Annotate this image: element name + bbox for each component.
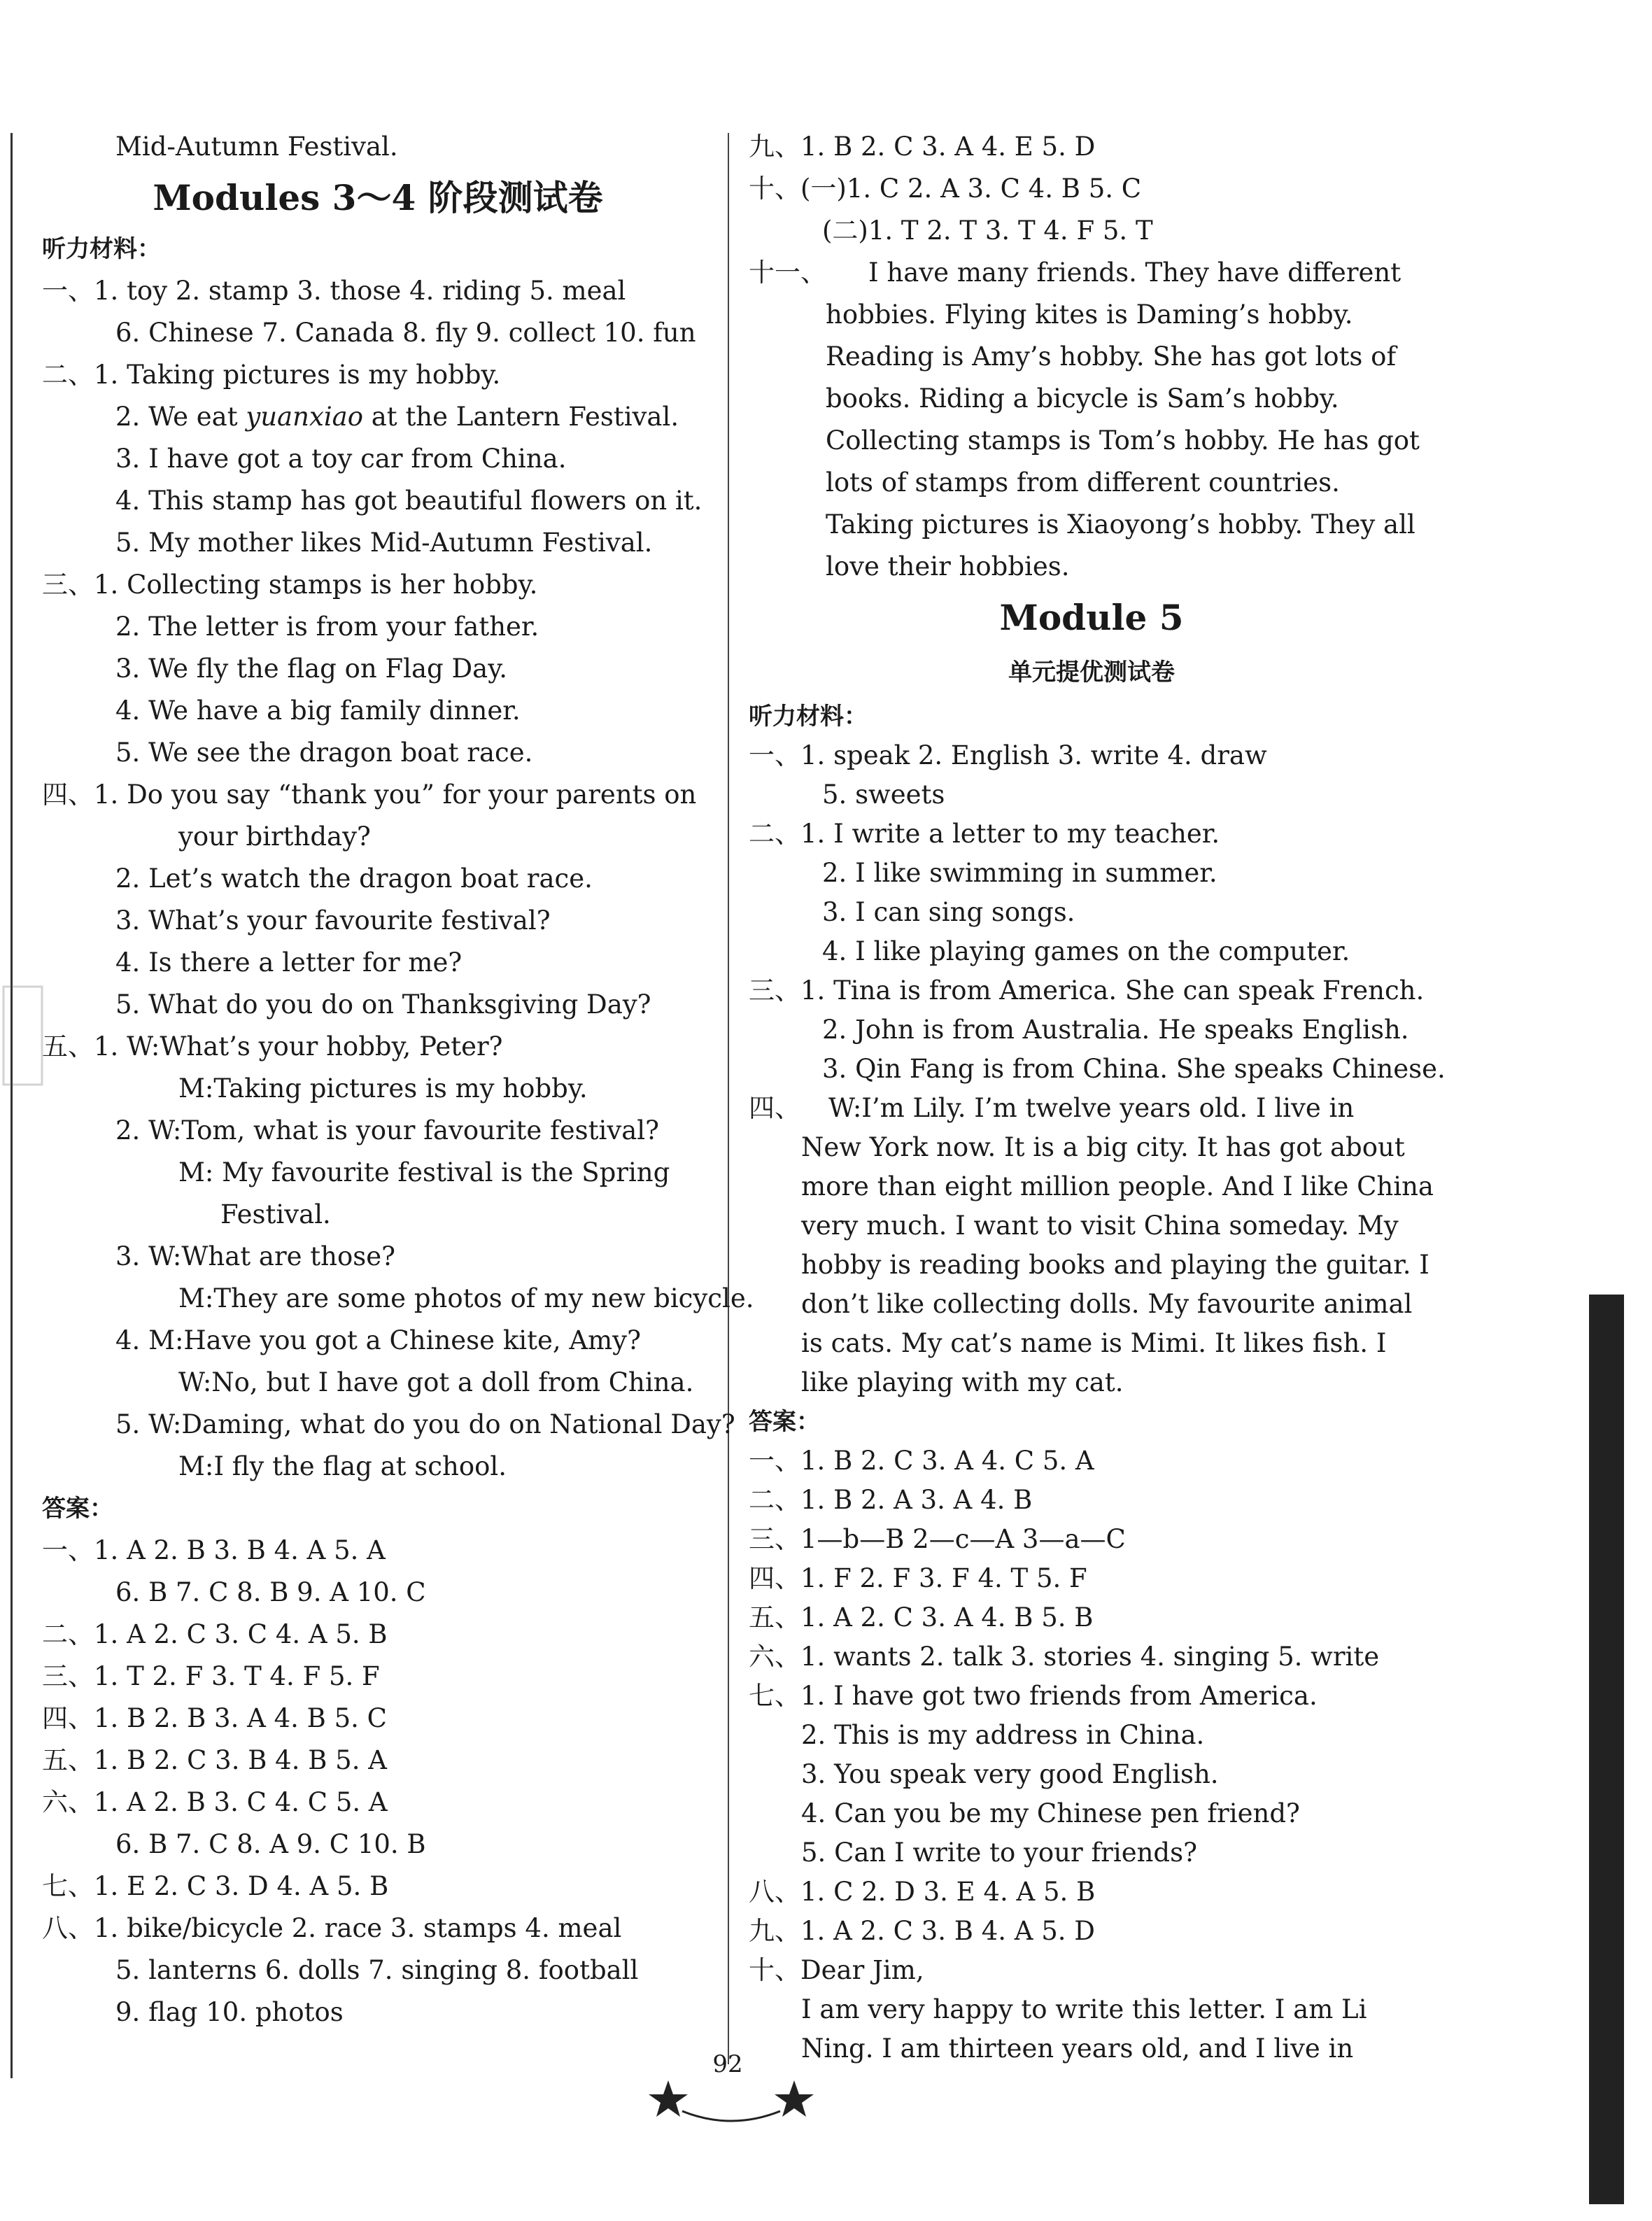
listening-heading: 听力材料： <box>42 235 161 263</box>
passage-line: lots of stamps from different countries. <box>826 467 1340 498</box>
answer-text: 1. A 2. B 3. B 4. A 5. A <box>94 1535 386 1565</box>
decorative-stars-icon <box>647 2075 815 2124</box>
passage-line: hobbies. Flying kites is Daming’s hobby. <box>826 299 1353 330</box>
listening-line: 2. John is from Australia. He speaks English. <box>822 1015 1409 1045</box>
passage-line: don’t like collecting dolls. My favourite animal <box>801 1289 1413 1319</box>
item-marker: 十一、 <box>749 258 826 288</box>
answer-row <box>42 1949 714 1991</box>
item-marker: 三、 <box>42 1661 94 1691</box>
answer-row <box>749 1677 1434 1716</box>
answer-row <box>42 1908 714 1949</box>
item-marker: 五、 <box>749 1602 800 1633</box>
listening-line: 5. sweets <box>822 780 945 810</box>
answer-row <box>42 1614 714 1656</box>
item-marker: 二、 <box>749 819 800 849</box>
listening-line: 5. What do you do on Thanksgiving Day? <box>115 989 651 1020</box>
passage-line: books. Riding a bicycle is Sam’s hobby. <box>826 383 1339 414</box>
item-marker: 四、 <box>749 1093 800 1123</box>
answer-row <box>42 1656 714 1698</box>
passage-line: Reading is Amy’s hobby. She has got lots of <box>826 341 1397 372</box>
dialogue-line: M:I fly the flag at school. <box>178 1451 507 1481</box>
listening-line: 1. Collecting stamps is her hobby. <box>94 570 538 600</box>
item-marker: 六、 <box>749 1642 800 1672</box>
listening-line: 2. We eat yuanxiao at the Lantern Festival. <box>115 402 679 432</box>
answer-row <box>749 1441 1434 1481</box>
answer-row <box>749 1559 1434 1598</box>
answer-text: Dear Jim, <box>800 1955 924 1985</box>
item-marker: 七、 <box>749 1681 800 1711</box>
dialogue-line: 3. W:What are those? <box>115 1241 395 1271</box>
answer-text: 1. B 2. C 3. A 4. E 5. D <box>800 132 1096 162</box>
item-marker: 五、 <box>42 1745 94 1775</box>
answer-row <box>749 1481 1434 1520</box>
answer-text: 3. You speak very good English. <box>801 1759 1219 1789</box>
passage-line: Collecting stamps is Tom’s hobby. He has got <box>826 425 1420 456</box>
continued-text: Mid-Autumn Festival. <box>115 132 398 162</box>
answer-row <box>749 1873 1434 1912</box>
answers-list <box>749 126 1434 252</box>
answer-row <box>42 1991 714 2033</box>
item-marker: 二、 <box>749 1485 800 1515</box>
answer-text: 1. C 2. D 3. E 4. A 5. B <box>800 1877 1096 1907</box>
answer-text: 1. B 2. C 3. A 4. C 5. A <box>800 1446 1094 1476</box>
listening-line: 4. Is there a letter for me? <box>115 947 463 978</box>
item-marker: 一、 <box>749 740 800 770</box>
answers-list <box>749 1441 1434 1990</box>
dialogue-line: Festival. <box>220 1199 331 1229</box>
listening-line: 1. Do you say “thank you” for your parents on <box>94 780 697 810</box>
answers-heading: 答案： <box>42 1495 113 1523</box>
answer-row <box>749 1716 1434 1755</box>
dialogue-line: M: My favourite festival is the Spring <box>178 1157 670 1187</box>
listening-line: 4. I like playing games on the computer. <box>822 936 1350 966</box>
item-marker: 四、 <box>42 780 94 810</box>
listening-line: 2. Let’s watch the dragon boat race. <box>115 863 593 894</box>
answer-row <box>749 1598 1434 1637</box>
item-marker: 九、 <box>749 1916 800 1946</box>
answer-text: 1. bike/bicycle 2. race 3. stamps 4. meal <box>94 1913 622 1943</box>
answer-row <box>749 1637 1434 1677</box>
dialogue-line: 4. M:Have you got a Chinese kite, Amy? <box>115 1325 641 1355</box>
item-marker: 七、 <box>42 1871 94 1901</box>
answer-text: 1. A 2. C 3. C 4. A 5. B <box>94 1619 388 1649</box>
item-marker: 十、 <box>749 1955 800 1985</box>
section-title-module-5: Module 5 <box>999 597 1184 638</box>
answer-row <box>42 1698 714 1740</box>
page-number: 92 <box>712 2050 743 2078</box>
listening-line: 4. We have a big family dinner. <box>115 696 521 726</box>
item-marker: 五、 <box>42 1031 94 1062</box>
listening-line: 3. Qin Fang is from China. She speaks Chinese. <box>822 1054 1446 1084</box>
answer-text: 1. B 2. A 3. A 4. B <box>800 1485 1033 1515</box>
answer-row <box>749 1755 1434 1794</box>
answer-text: 2. This is my address in China. <box>801 1720 1205 1750</box>
letter-line: Ning. I am thirteen years old, and I live in <box>801 2033 1354 2064</box>
answer-text: 1. B 2. C 3. B 4. B 5. A <box>94 1745 387 1775</box>
listening-line: 3. I can sing songs. <box>822 897 1075 927</box>
section-title-modules-3-4: Modules 3～4 阶段测试卷 <box>153 177 603 218</box>
listening-line: 3. I have got a toy car from China. <box>115 444 567 474</box>
item-marker: 十、 <box>749 174 800 204</box>
passage-line: New York now. It is a big city. It has got about <box>801 1132 1405 1162</box>
item-marker: 三、 <box>749 1524 800 1554</box>
answer-row <box>749 168 1434 210</box>
answer-row <box>749 126 1434 168</box>
answer-text: (一)1. C 2. A 3. C 4. B 5. C <box>800 174 1142 204</box>
answers-heading: 答案： <box>749 1408 820 1436</box>
listening-line: 5. We see the dragon boat race. <box>115 738 533 768</box>
answers-list <box>42 1530 714 2033</box>
item-marker: 八、 <box>749 1877 800 1907</box>
answer-row <box>42 1782 714 1824</box>
answer-text: 1. wants 2. talk 3. stories 4. singing 5. write <box>800 1642 1380 1672</box>
column-divider <box>728 133 729 2064</box>
answer-text: 5. Can I write to your friends? <box>801 1838 1197 1868</box>
scan-shadow-edge <box>1589 1295 1624 2204</box>
dialogue-line: 1. W:What’s your hobby, Peter? <box>94 1031 503 1062</box>
answer-text: 4. Can you be my Chinese pen friend? <box>801 1798 1300 1828</box>
answer-text: (二)1. T 2. T 3. T 4. F 5. T <box>822 216 1153 246</box>
listening-line: 1. I write a letter to my teacher. <box>800 819 1220 849</box>
listening-line: 3. What’s your favourite festival? <box>115 905 551 936</box>
item-marker: 一、 <box>42 1535 94 1565</box>
item-marker: 四、 <box>749 1563 800 1593</box>
answer-text: 1. A 2. C 3. B 4. A 5. D <box>800 1916 1095 1946</box>
listening-line: 6. Chinese 7. Canada 8. fly 9. collect 10. fun <box>115 318 696 348</box>
answer-text: 1. B 2. B 3. A 4. B 5. C <box>94 1703 387 1733</box>
answer-row <box>42 1572 714 1614</box>
dialogue-line: 5. W:Daming, what do you do on National Day? <box>115 1409 735 1439</box>
answer-text: 5. lanterns 6. dolls 7. singing 8. football <box>115 1955 639 1985</box>
item-marker: 八、 <box>42 1913 94 1943</box>
dialogue-line: 2. W:Tom, what is your favourite festival? <box>115 1115 659 1145</box>
listening-line: 4. This stamp has got beautiful flowers on it. <box>115 486 703 516</box>
left-margin-rule <box>10 133 13 2078</box>
answer-text: 1. T 2. F 3. T 4. F 5. F <box>94 1661 380 1691</box>
item-marker: 三、 <box>42 570 94 600</box>
listening-line: 1. toy 2. stamp 3. those 4. riding 5. meal <box>94 276 626 306</box>
answer-text: 1. E 2. C 3. D 4. A 5. B <box>94 1871 389 1901</box>
item-marker: 二、 <box>42 360 94 390</box>
passage-line: love their hobbies. <box>826 551 1070 581</box>
answer-row <box>42 1824 714 1866</box>
passage-line: more than eight million people. And I like China <box>801 1171 1434 1201</box>
listening-line: 1. Tina is from America. She can speak French. <box>800 975 1425 1006</box>
item-marker: 九、 <box>749 132 800 162</box>
passage-line: is cats. My cat’s name is Mimi. It likes fish. I <box>801 1328 1387 1358</box>
passage-line: hobby is reading books and playing the guitar. I <box>801 1250 1429 1280</box>
item-marker: 一、 <box>42 276 94 306</box>
listening-line: 5. My mother likes Mid-Autumn Festival. <box>115 528 653 558</box>
answer-row <box>42 1740 714 1782</box>
dialogue-line: M:They are some photos of my new bicycle. <box>178 1283 754 1313</box>
answer-row <box>749 1833 1434 1873</box>
right-column <box>749 126 1446 2068</box>
answer-text: 9. flag 10. photos <box>115 1997 344 2027</box>
answer-text: 1. F 2. F 3. F 4. T 5. F <box>800 1563 1087 1593</box>
answer-text: 1—b—B 2—c—A 3—a—C <box>800 1524 1126 1554</box>
answer-row <box>42 1530 714 1572</box>
listening-line: your birthday? <box>178 822 371 852</box>
answer-text: 1. A 2. B 3. C 4. C 5. A <box>94 1787 388 1817</box>
listening-line: 1. speak 2. English 3. write 4. draw <box>800 740 1267 770</box>
answer-text: 6. B 7. C 8. A 9. C 10. B <box>115 1829 426 1859</box>
dialogue-line: W:No, but I have got a doll from China. <box>178 1367 694 1397</box>
passage-line: like playing with my cat. <box>801 1367 1124 1397</box>
item-marker: 二、 <box>42 1619 94 1649</box>
item-marker: 一、 <box>749 1446 800 1476</box>
item-marker: 六、 <box>42 1787 94 1817</box>
answer-text: 6. B 7. C 8. B 9. A 10. C <box>115 1577 426 1607</box>
listening-line: 2. I like swimming in summer. <box>822 858 1217 888</box>
passage-line: W:I’m Lily. I’m twelve years old. I live in <box>828 1093 1355 1123</box>
answer-row <box>749 1912 1434 1951</box>
answer-row <box>749 1520 1434 1559</box>
passage-line: Taking pictures is Xiaoyong’s hobby. They all <box>826 509 1416 540</box>
answer-row <box>749 210 1434 252</box>
item-marker: 四、 <box>42 1703 94 1733</box>
answer-row <box>42 1866 714 1908</box>
left-column <box>42 126 754 2033</box>
listening-line: 1. Taking pictures is my hobby. <box>94 360 501 390</box>
letter-line: I am very happy to write this letter. I am Li <box>801 1994 1367 2024</box>
passage-line: very much. I want to visit China someday. My <box>801 1211 1399 1241</box>
answer-row <box>749 1951 1434 1990</box>
passage-line: I have many friends. They have different <box>868 258 1402 288</box>
section-subtitle: 单元提优测试卷 <box>1008 658 1175 686</box>
dialogue-line: M:Taking pictures is my hobby. <box>178 1073 588 1104</box>
answer-text: 1. I have got two friends from America. <box>800 1681 1318 1711</box>
listening-line: 3. We fly the flag on Flag Day. <box>115 654 507 684</box>
item-marker: 三、 <box>749 975 800 1006</box>
listening-line: 2. The letter is from your father. <box>115 612 539 642</box>
italic-word: yuanxiao <box>246 402 363 432</box>
answer-text: 1. A 2. C 3. A 4. B 5. B <box>800 1602 1094 1633</box>
answer-row <box>749 1794 1434 1833</box>
listening-heading: 听力材料： <box>749 703 868 731</box>
